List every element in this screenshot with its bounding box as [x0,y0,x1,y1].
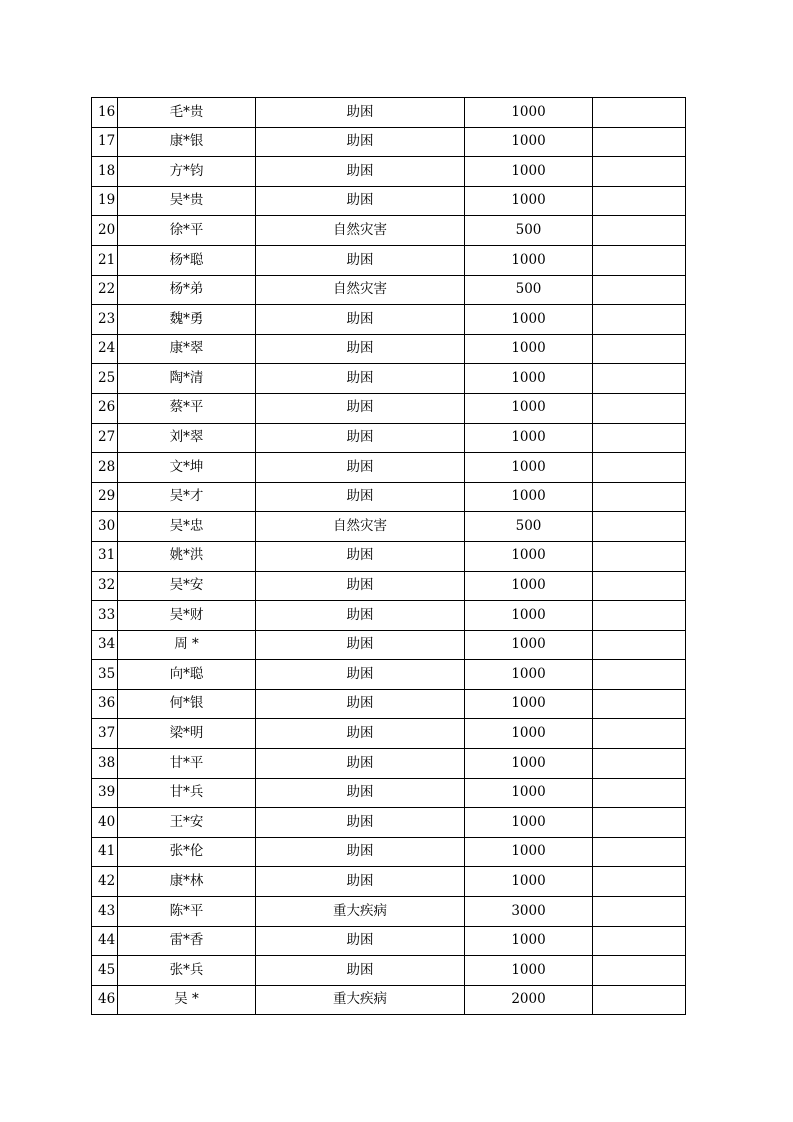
roster-body [92,98,686,1015]
aid-category-cell: 助困 [256,305,465,335]
row-number-cell: 25 [92,364,118,394]
aid-category-cell: 助困 [256,837,465,867]
table-row [92,157,686,187]
aid-category-cell: 助困 [256,423,465,453]
recipient-name-cell: 甘*兵 [118,778,256,808]
row-number-cell: 20 [92,216,118,246]
amount-cell: 1000 [465,689,593,719]
recipient-name-cell: 陶*清 [118,364,256,394]
aid-category-cell: 助困 [256,245,465,275]
amount-cell: 1000 [465,334,593,364]
aid-category-cell: 助困 [256,127,465,157]
amount-cell: 1000 [465,453,593,483]
amount-cell: 1000 [465,245,593,275]
aid-category-cell: 助困 [256,778,465,808]
recipient-name-cell: 甘*平 [118,749,256,779]
table-row [92,956,686,986]
amount-cell: 1000 [465,601,593,631]
amount-cell: 1000 [465,482,593,512]
row-number-cell: 32 [92,571,118,601]
row-number-cell: 43 [92,897,118,927]
remarks-cell [593,157,686,187]
aid-category-cell: 助困 [256,808,465,838]
remarks-cell [593,186,686,216]
remarks-cell [593,630,686,660]
amount-cell: 1000 [465,571,593,601]
aid-category-cell: 助困 [256,926,465,956]
aid-category-cell: 助困 [256,364,465,394]
table-row [92,127,686,157]
recipient-name-cell: 吴*忠 [118,512,256,542]
row-number-cell: 24 [92,334,118,364]
table-row [92,482,686,512]
table-row [92,749,686,779]
row-number-cell: 18 [92,157,118,187]
amount-cell: 1000 [465,98,593,128]
table-row [92,245,686,275]
aid-category-cell: 助困 [256,689,465,719]
table-row [92,423,686,453]
recipient-name-cell: 何*银 [118,689,256,719]
row-number-cell: 30 [92,512,118,542]
table-row [92,808,686,838]
aid-category-cell: 助困 [256,601,465,631]
amount-cell: 1000 [465,749,593,779]
remarks-cell [593,601,686,631]
table-row [92,867,686,897]
row-number-cell: 23 [92,305,118,335]
aid-category-cell: 助困 [256,98,465,128]
aid-category-cell: 助困 [256,630,465,660]
remarks-cell [593,127,686,157]
aid-category-cell: 重大疾病 [256,897,465,927]
recipient-name-cell: 方*钧 [118,157,256,187]
remarks-cell [593,364,686,394]
amount-cell: 1000 [465,719,593,749]
relief-roster-table [91,97,686,1015]
remarks-cell [593,453,686,483]
recipient-name-cell: 毛*贵 [118,98,256,128]
row-number-cell: 38 [92,749,118,779]
aid-category-cell: 助困 [256,571,465,601]
remarks-cell [593,897,686,927]
remarks-cell [593,778,686,808]
remarks-cell [593,334,686,364]
amount-cell: 1000 [465,393,593,423]
recipient-name-cell: 刘*翠 [118,423,256,453]
amount-cell: 1000 [465,956,593,986]
table-row [92,216,686,246]
row-number-cell: 40 [92,808,118,838]
remarks-cell [593,571,686,601]
row-number-cell: 45 [92,956,118,986]
amount-cell: 1000 [465,541,593,571]
table-row [92,571,686,601]
row-number-cell: 42 [92,867,118,897]
amount-cell: 1000 [465,157,593,187]
remarks-cell [593,689,686,719]
aid-category-cell: 助困 [256,867,465,897]
recipient-name-cell: 姚*洪 [118,541,256,571]
amount-cell: 1000 [465,423,593,453]
table-row [92,601,686,631]
recipient-name-cell: 吴*才 [118,482,256,512]
remarks-cell [593,216,686,246]
amount-cell: 1000 [465,186,593,216]
remarks-cell [593,512,686,542]
aid-category-cell: 助困 [256,482,465,512]
recipient-name-cell: 梁*明 [118,719,256,749]
amount-cell: 1000 [465,808,593,838]
table-row [92,305,686,335]
table-row [92,541,686,571]
table-row [92,985,686,1015]
row-number-cell: 22 [92,275,118,305]
row-number-cell: 35 [92,660,118,690]
aid-category-cell: 自然灾害 [256,216,465,246]
amount-cell: 500 [465,512,593,542]
row-number-cell: 44 [92,926,118,956]
row-number-cell: 33 [92,601,118,631]
recipient-name-cell: 王*安 [118,808,256,838]
recipient-name-cell: 文*坤 [118,453,256,483]
amount-cell: 3000 [465,897,593,927]
aid-category-cell: 助困 [256,453,465,483]
amount-cell: 1000 [465,926,593,956]
row-number-cell: 31 [92,541,118,571]
row-number-cell: 27 [92,423,118,453]
amount-cell: 1000 [465,660,593,690]
recipient-name-cell: 康*林 [118,867,256,897]
recipient-name-cell: 周 * [118,630,256,660]
table-row [92,512,686,542]
recipient-name-cell: 吴*贵 [118,186,256,216]
recipient-name-cell: 张*伦 [118,837,256,867]
remarks-cell [593,749,686,779]
amount-cell: 1000 [465,127,593,157]
aid-category-cell: 助困 [256,541,465,571]
aid-category-cell: 助困 [256,393,465,423]
recipient-name-cell: 向*聪 [118,660,256,690]
remarks-cell [593,393,686,423]
recipient-name-cell: 杨*弟 [118,275,256,305]
row-number-cell: 19 [92,186,118,216]
table-row [92,186,686,216]
remarks-cell [593,660,686,690]
recipient-name-cell: 张*兵 [118,956,256,986]
remarks-cell [593,837,686,867]
amount-cell: 1000 [465,630,593,660]
table-row [92,334,686,364]
amount-cell: 1000 [465,778,593,808]
remarks-cell [593,423,686,453]
row-number-cell: 21 [92,245,118,275]
remarks-cell [593,985,686,1015]
recipient-name-cell: 徐*平 [118,216,256,246]
table-row [92,630,686,660]
aid-category-cell: 自然灾害 [256,512,465,542]
table-row [92,660,686,690]
recipient-name-cell: 杨*聪 [118,245,256,275]
row-number-cell: 41 [92,837,118,867]
remarks-cell [593,305,686,335]
table-row [92,364,686,394]
recipient-name-cell: 蔡*平 [118,393,256,423]
recipient-name-cell: 吴 * [118,985,256,1015]
aid-category-cell: 助困 [256,334,465,364]
amount-cell: 1000 [465,305,593,335]
table-row [92,689,686,719]
recipient-name-cell: 康*翠 [118,334,256,364]
amount-cell: 1000 [465,364,593,394]
row-number-cell: 28 [92,453,118,483]
table-row [92,98,686,128]
remarks-cell [593,719,686,749]
row-number-cell: 34 [92,630,118,660]
aid-category-cell: 助困 [256,660,465,690]
table-row [92,275,686,305]
remarks-cell [593,808,686,838]
table-row [92,897,686,927]
table-row [92,393,686,423]
remarks-cell [593,98,686,128]
remarks-cell [593,867,686,897]
aid-category-cell: 重大疾病 [256,985,465,1015]
row-number-cell: 26 [92,393,118,423]
remarks-cell [593,926,686,956]
recipient-name-cell: 吴*财 [118,601,256,631]
row-number-cell: 36 [92,689,118,719]
amount-cell: 1000 [465,867,593,897]
aid-category-cell: 自然灾害 [256,275,465,305]
recipient-name-cell: 魏*勇 [118,305,256,335]
row-number-cell: 39 [92,778,118,808]
table-row [92,837,686,867]
row-number-cell: 16 [92,98,118,128]
remarks-cell [593,482,686,512]
amount-cell: 1000 [465,837,593,867]
amount-cell: 500 [465,216,593,246]
aid-category-cell: 助困 [256,186,465,216]
table-row [92,453,686,483]
remarks-cell [593,275,686,305]
row-number-cell: 37 [92,719,118,749]
remarks-cell [593,956,686,986]
recipient-name-cell: 吴*安 [118,571,256,601]
recipient-name-cell: 康*银 [118,127,256,157]
remarks-cell [593,541,686,571]
aid-category-cell: 助困 [256,749,465,779]
aid-category-cell: 助困 [256,719,465,749]
aid-category-cell: 助困 [256,956,465,986]
remarks-cell [593,245,686,275]
amount-cell: 500 [465,275,593,305]
recipient-name-cell: 陈*平 [118,897,256,927]
row-number-cell: 17 [92,127,118,157]
table-row [92,719,686,749]
table-row [92,778,686,808]
row-number-cell: 29 [92,482,118,512]
row-number-cell: 46 [92,985,118,1015]
table-row [92,926,686,956]
amount-cell: 2000 [465,985,593,1015]
aid-category-cell: 助困 [256,157,465,187]
recipient-name-cell: 雷*香 [118,926,256,956]
